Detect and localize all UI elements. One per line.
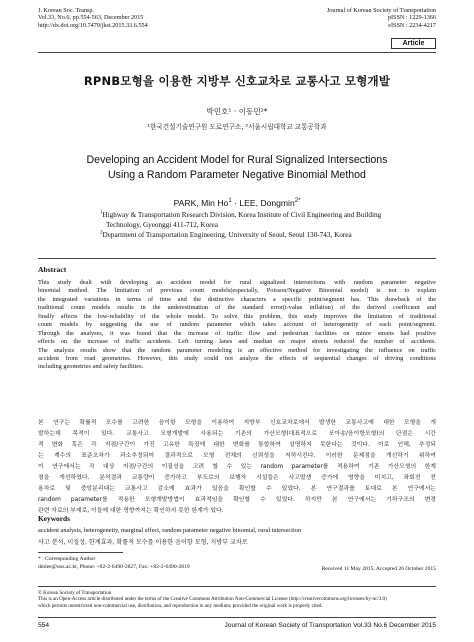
abstract-line: finally affects the low-reliability of the whole model. To solve this problem, this study improves the limitation of traditional (38, 312, 436, 320)
abstract-line: effects on the increase of traffic accidents. Left turning lanes and median on major streets reduced the number of accidents. (38, 338, 436, 346)
abstract-ko-line: 는 계수의 표준오차가 과소추정되어 결과적으로 모형 전체의 신뢰성을 저하시킨다. 이러한 문제점을 개선하기 위하여 (38, 453, 436, 459)
paper-title-english (0, 153, 474, 183)
citation-journal-abbrev: J. Korean Soc. Transp. (38, 7, 95, 14)
abstract-ko-line: 발하는데 목적이 있다. 교통사고 모형개발에 사용되는 기존의 가산모형(대표적으로 포아송/음이항모형)의 단점은 시간 (38, 431, 436, 437)
journal-citation (38, 7, 148, 29)
abstract-ko-line: 점을 개선하였다. 분석결과 교통량이 증가하고 부도로의 보행자 시설들은 사고발생 증가에 영향을 미치고, 좌회전 전 (38, 475, 436, 481)
abstract-ko-line: 용차로 및 중앙분리대는 교통사고 감소에 효과가 있음을 확인할 수 있었다. 본 연구결과를 토대로 본 연구에서는 (38, 486, 436, 492)
abstract-line: Through the analyses, it was found that the increase of traffic flow and pedestrian facilities on minor streets had positive (38, 329, 436, 337)
abstract-line: The analysis results show that the random parameter modeling is an effective method for investigating the influence on traffic (38, 346, 436, 354)
abstract-english (38, 279, 436, 372)
paper-title-korean: RPNB모형을 이용한 지방부 신호교차로 교통사고 모형개발 (83, 74, 391, 88)
citation-doi[interactable]: http://dx.doi.org/10.7470/jkst.2015.33.6.554 (38, 21, 148, 29)
pissn: pISSN : 1229-1366 (387, 14, 436, 22)
author-2-marker: 2* (294, 198, 301, 205)
header-rule (38, 52, 436, 53)
license-copyright: © Korean Society of Transportation (38, 590, 112, 596)
affiliation-2-text: Department of Transportation Engineering, University of Seoul, Seoul 130-743, Korea (102, 231, 352, 239)
abstract-korean (38, 418, 436, 517)
abstract-ko-line: 관련 자료의 부재로, 이들에 대한 영향까지는 확인하지 못한 한계가 있다. (38, 508, 224, 514)
abstract-ko-line: 본 연구는 확률적 모수를 고려한 음이항 모형을 이용하여 지방부 신호교차로에서 발생한 교통사고에 대한 모형을 개 (38, 420, 436, 426)
abstract-ko-line: random parameter를 적용한 모형개발방법이 효과적임을 확인할 수 있었다. 하지만 본 연구에서는 기하구조의 변경 (38, 497, 436, 503)
abstract-top-rule (38, 258, 436, 259)
footnote-rule (38, 552, 123, 553)
license-rule (38, 586, 436, 587)
corresponding-author (38, 556, 190, 571)
abstract-ko-line: 이 연구에서는 각 대상 지점/구간의 이질성을 고려 할 수 있는 random parameter를 적용하여 기존 가산모형의 한계 (38, 464, 436, 470)
affiliation-2 (100, 230, 400, 240)
affiliation-korean: ¹한국건설기술연구원 도로연구소, ²서울시립대학교 교통공학과 (147, 123, 327, 131)
affiliation-2-marker: 2 (100, 230, 103, 236)
affiliation-1-cont: Technology, Gyeonggi 411-712, Korea (106, 221, 218, 229)
license-terms-cont: which permits unrestricted non-commercial use, distribution, and reproduction in any medium, provided the original work is properly cited. (38, 602, 323, 609)
affiliation-1 (100, 210, 400, 220)
abstract-line: This study dealt with developing an accident model for rural signalized intersections with random parameter negative (38, 279, 436, 286)
corresponding-contact: dmlee@uos.ac.kr, Phone: +82-2-6490-2827, Fax: +82-2-6490-2819 (38, 563, 190, 570)
license-terms: This is an Open-Access article distributed under the terms of the Creative Commons Attribution Non-Commercial License (http://creativecommons.org/licenses/by-nc/3.0) (38, 596, 387, 603)
corresponding-label: * : Corresponding Author (38, 556, 96, 562)
author-2: · LEE, Dongmin (231, 198, 295, 208)
author-1-marker: 1 (228, 198, 232, 205)
article-type-badge: Article (391, 38, 436, 49)
footer-journal: Journal of Korean Society of Transportation Vol.33 No.6 December 2015 (224, 622, 436, 629)
citation-volume-pages: Vol.33, No.6, pp.554-563, December 2015 (38, 14, 144, 22)
footer-rule (38, 617, 436, 618)
eissn: eISSN : 2234-4217 (388, 21, 436, 29)
title-en-line-2: Using a Random Parameter Negative Binomial Method (108, 169, 366, 181)
affiliation-1-marker: 1 (100, 210, 103, 216)
title-en-line-1: Developing an Accident Model for Rural Signalized Intersections (86, 154, 388, 166)
license-notice (38, 590, 436, 609)
authors-english (0, 198, 474, 208)
affiliation-english (100, 210, 400, 240)
abstract-line: accident from road geometries. However, this study could not analyze the effects of sequential changes of driving conditions (38, 354, 436, 362)
author-1: PARK, Min Ho (173, 198, 229, 208)
authors-korean: 박민호¹ · 이동민²* (206, 107, 268, 116)
journal-name: Journal of Korean Society of Transportation (326, 7, 436, 14)
keywords-english: accident analysis, heterogeneity, marginal effect, random parameter negative binomial, rural intersection (38, 527, 302, 534)
abstract-line: the integrated variations in terms of time and the distinctive characters a specific point/segment has. This drawback of the (38, 295, 436, 303)
page-number: 554 (38, 622, 50, 629)
abstract-line: traditional count models results in the underestimation of the standard error(t-value inflation) of the derived coefficient and (38, 304, 436, 312)
affiliation-1-text: Highway & Transportation Research Division, Korea Institute of Civil Engineering and Building (102, 211, 382, 219)
received-accepted-dates: Received 11 May 2015, Accepted 26 October 2015 (321, 566, 436, 572)
abstract-line: including geometries and safety facilities. (38, 363, 144, 371)
keywords-korean: 사고 분석, 이질성, 한계효과, 확률적 모수를 이용한 음이항 모형, 지방부 교차로 (38, 539, 248, 546)
abstract-line: count models by suggesting the use of random parameter which takes account of heterogeneity of each point/segment. (38, 321, 436, 329)
abstract-ko-line: 적 변화 혹은 각 지점/구간이 가진 고유한 특징에 대한 변화를 통합하여 설명하지 못한다는 것이다. 이로 인해, 추정되 (38, 442, 436, 448)
journal-identifiers (327, 7, 436, 29)
abstract-heading: Abstract (38, 265, 67, 274)
abstract-line: binomial method. The limitation of previous count models(especially, Poisson/Negative Binomial model) is not to explain (38, 287, 436, 295)
keywords-heading: Keywords (38, 514, 71, 523)
